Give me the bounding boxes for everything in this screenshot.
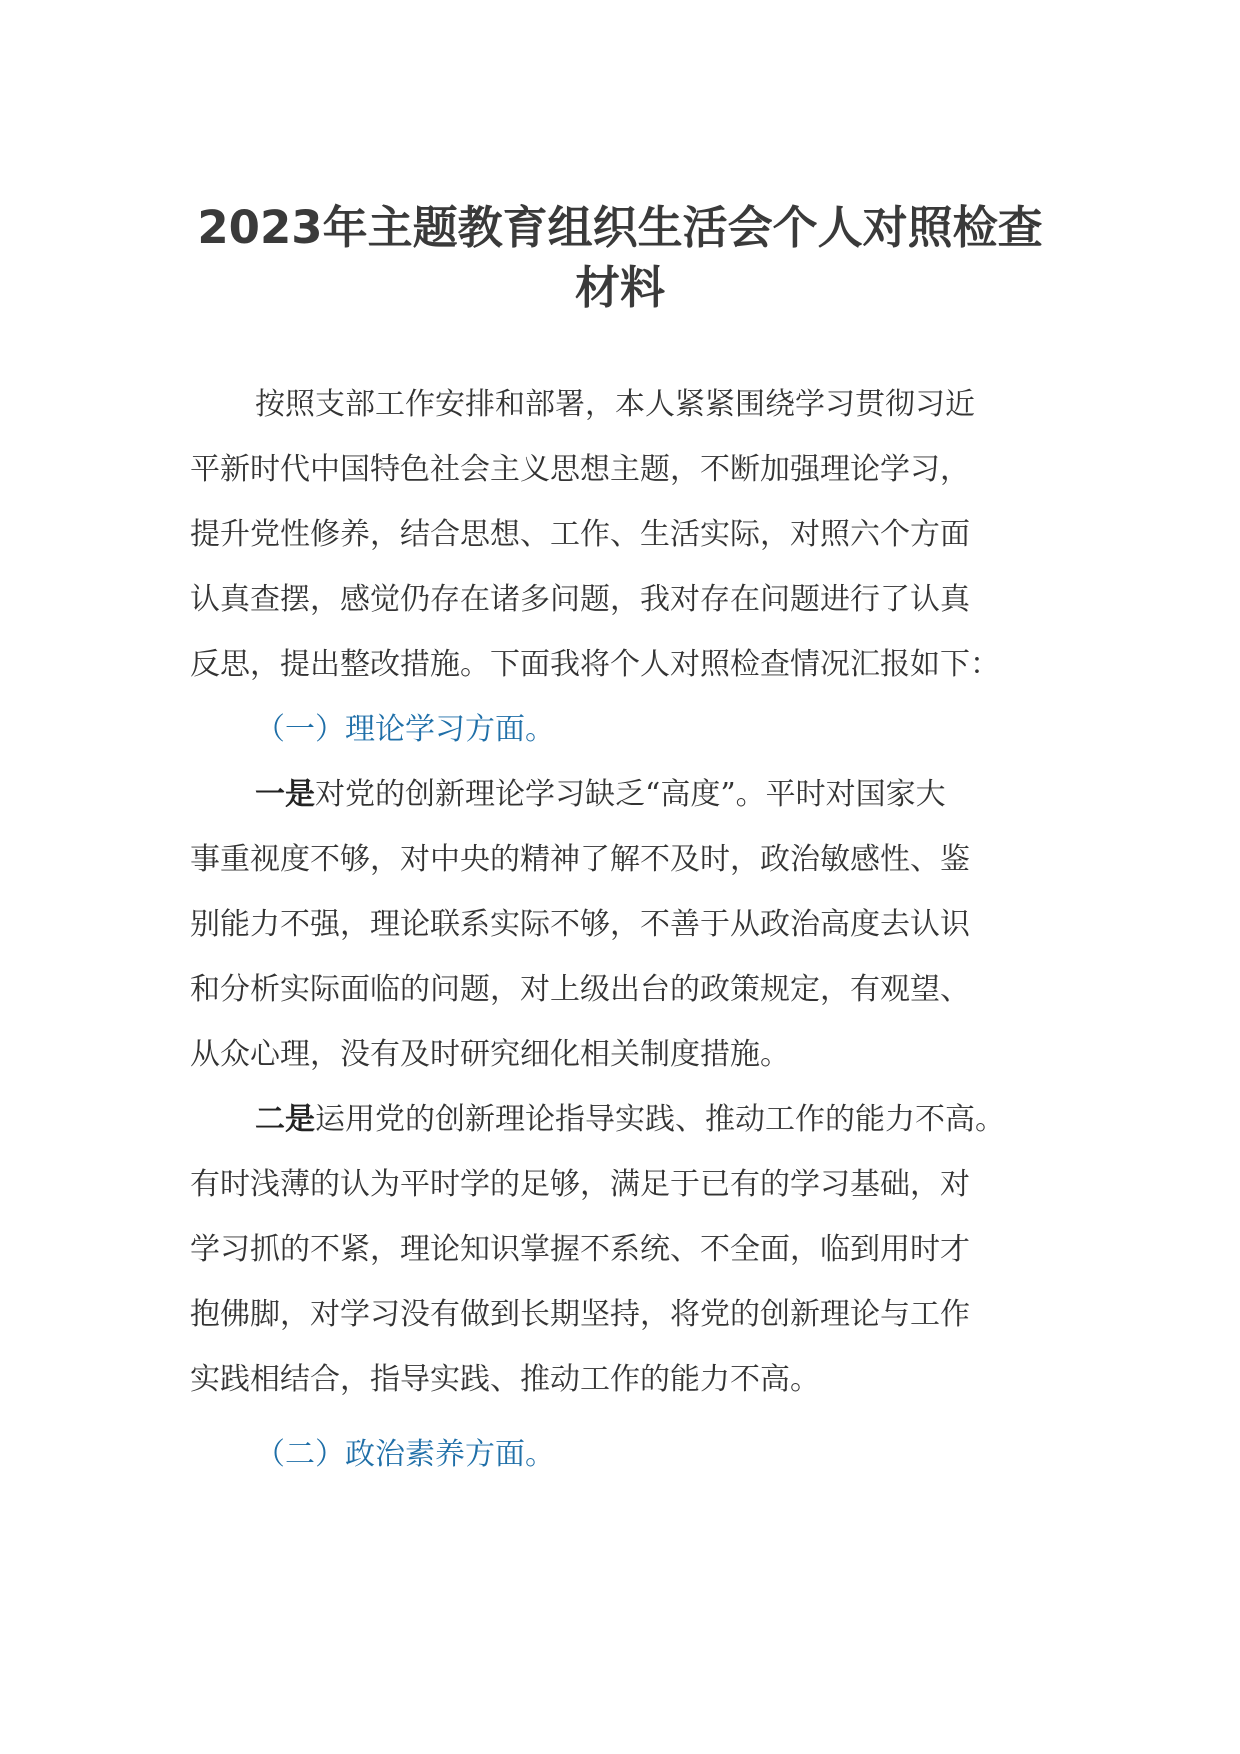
- point-one-line: 别能力不强，理论联系实际不够，不善于从政治高度去认识: [190, 907, 970, 942]
- intro-line: 平新时代中国特色社会主义思想主题，不断加强理论学习，: [190, 452, 970, 487]
- intro-line: 反思，提出整改措施。下面我将个人对照检查情况汇报如下：: [190, 647, 1000, 682]
- point-two-line: 抱佛脚，对学习没有做到长期坚持，将党的创新理论与工作: [190, 1297, 970, 1332]
- point-one-lead: 一是: [255, 777, 315, 812]
- point-two-line: 学习抓的不紧，理论知识掌握不系统、不全面，临到用时才: [190, 1232, 970, 1267]
- title-line-1: 2023年主题教育组织生活会个人对照检查: [197, 201, 1043, 254]
- point-two-first-line: [190, 1087, 1050, 1152]
- point-two-text: 运用党的创新理论指导实践、推动工作的能力不高。: [315, 1102, 1005, 1137]
- point-one-line: 事重视度不够，对中央的精神了解不及时，政治敏感性、鉴: [190, 842, 970, 877]
- intro-line: 提升党性修养，结合思想、工作、生活实际，对照六个方面: [190, 517, 970, 552]
- intro-line: 认真查摆，感觉仍存在诸多问题，我对存在问题进行了认真: [190, 582, 970, 617]
- document-body: [190, 372, 1050, 1487]
- point-one-line: 和分析实际面临的问题，对上级出台的政策规定，有观望、: [190, 972, 970, 1007]
- point-two-lead: 二是: [255, 1102, 315, 1137]
- intro-line: 按照支部工作安排和部署，本人紧紧围绕学习贯彻习近: [255, 387, 975, 422]
- point-two-paragraph: [190, 1087, 1050, 1412]
- point-one-line: 从众心理，没有及时研究细化相关制度措施。: [190, 1037, 790, 1072]
- point-two-line: 实践相结合，指导实践、推动工作的能力不高。: [190, 1362, 820, 1397]
- document-title: [190, 198, 1050, 318]
- point-one-text: 对党的创新理论学习缺乏“高度”。平时对国家大: [315, 777, 946, 812]
- title-line-2: 材料: [574, 261, 665, 314]
- section-heading-theory-study: （一）理论学习方面。: [255, 712, 555, 747]
- point-two-line: 有时浅薄的认为平时学的足够，满足于已有的学习基础，对: [190, 1167, 970, 1202]
- point-one-first-line: [190, 762, 1050, 827]
- section-heading-political-literacy: （二）政治素养方面。: [255, 1437, 555, 1472]
- point-one-paragraph: [190, 762, 1050, 1087]
- intro-paragraph: [190, 372, 1050, 697]
